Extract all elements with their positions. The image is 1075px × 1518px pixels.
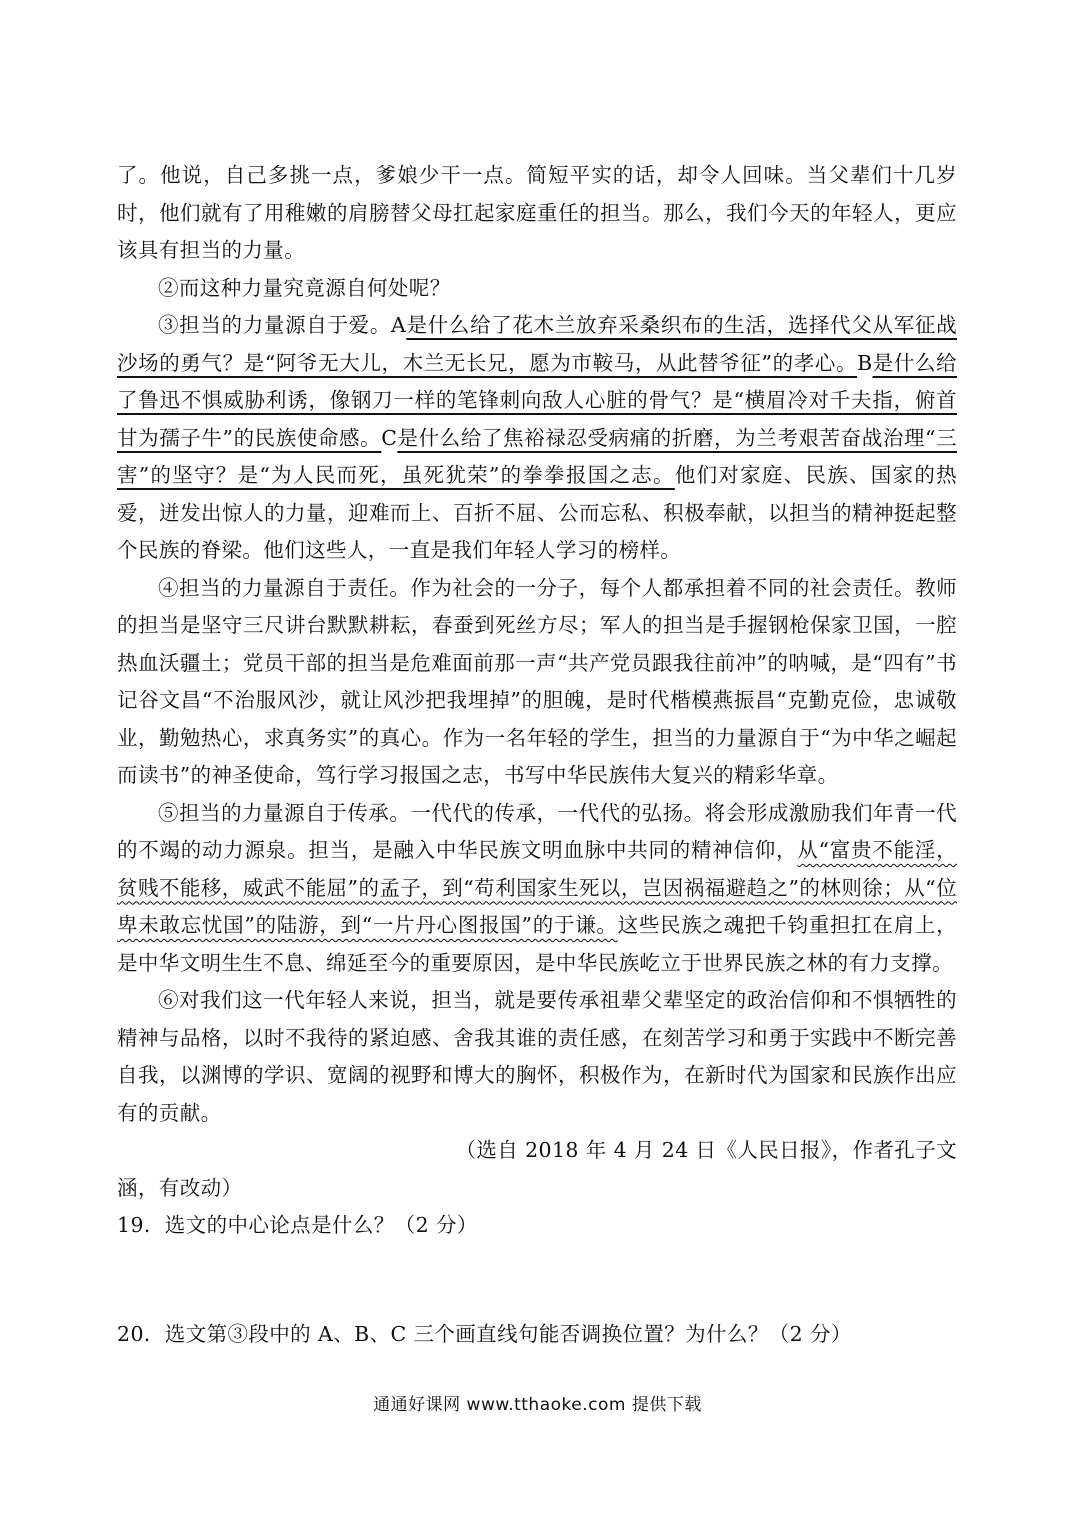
question-20: 20．选文第③段中的 A、B、C 三个画直线句能否调换位置？为什么？（2 分） xyxy=(117,1322,852,1346)
underlined-sentence-b: 是什么给了鲁迅不惧威胁利诱，像钢刀一样的笔锋刺向敌人心脏的骨气？是“横眉冷对千夫指，俯首甘为孺子牛”的民族使命感。 xyxy=(117,350,958,450)
paragraph-6: ⑥对我们这一代年轻人来说，担当，就是要传承祖辈父辈坚定的政治信仰和不惧牺牲的精神与品格，以时不我待的紧迫感、舍我其谁的责任感，在刻苦学习和勇于实践中不断完善自我，以渊博的学识、宽阔的视野和博大的胸怀，积极作为，在新时代为国家和民族作出应有的贡献。 xyxy=(117,988,957,1125)
paragraph-1-continuation: 了。他说，自己多挑一点，爹娘少干一点。简短平实的话，却令人回味。当父辈们十几岁时，他们就有了用稚嫩的肩膀替父母扛起家庭重任的担当。那么，我们今天的年轻人，更应该具有担当的力量。 xyxy=(117,163,957,262)
source-citation-line1: （选自 2018 年 4 月 24 日《人民日报》，作者孔子文 xyxy=(455,1138,957,1162)
paragraph-5 xyxy=(117,795,957,983)
question-19: 19．选文的中心论点是什么？（2 分） xyxy=(117,1213,478,1237)
paragraph-3-tail: 他们对家庭、民族、国家的热爱，迸发出惊人的力量，迎难而上、百折不屈、公而忘私、积极奉献，以担当的精神挺起整个民族的脊梁。他们这些人，一直是我们年轻人学习的榜样。 xyxy=(117,463,957,562)
paragraph-5-lead: ⑤担当的力量源自于传承。一代代的传承，一代代的弘扬。将会形成激励我们年青一代的不竭的动力源泉。担当，是融入中华民族文明血脉中共同的精神信仰， xyxy=(117,800,957,862)
footer-watermark: 通通好课网 www.tthaoke.com 提供下载 xyxy=(373,1395,702,1415)
paragraph-3 xyxy=(117,307,957,570)
label-b: B xyxy=(857,350,873,375)
wavy-underlined-examples: 从“富贵不能淫，贫贱不能移，威武不能屈”的孟子，到“苟利国家生死以，岂因祸福避趋之”的林则徐；从“位卑未敢忘忧国”的陆游，到“一片丹心图报国”的于谦。 xyxy=(117,838,957,937)
underlined-sentence-c: 是什么给了焦裕禄忍受病痛的折磨，为兰考艰苦奋战治理“三害”的坚守？是“为人民而死，虽死犹荣”的拳拳报国之志。 xyxy=(117,425,957,487)
paragraph-5-tail: 这些民族之魂把千钧重担扛在肩上，是中华文明生生不息、绵延至今的重要原因，是中华民族屹立于世界民族之林的有力支撑。 xyxy=(117,913,957,975)
underlined-sentence-a: 是什么给了花木兰放弃采桑织布的生活，选择代父从军征战沙场的勇气？是“阿爷无大儿，木兰无长兄，愿为市鞍马，从此替爷征”的孝心。 xyxy=(117,313,958,375)
article-body xyxy=(117,157,957,1245)
source-citation-line2: 涵，有改动） xyxy=(117,1175,243,1200)
question-20-block xyxy=(117,1316,957,1354)
paragraph-4: ④担当的力量源自于责任。作为社会的一分子，每个人都承担着不同的社会责任。教师的担当是坚守三尺讲台默默耕耘，春蚕到死丝方尽；军人的担当是手握钢枪保家卫国，一腔热血沃疆土；党员干部的担当是危难面前那一声“共产党员跟我往前冲”的呐喊，是“四有”书记谷文昌“不治服风沙，就让风沙把我埋掉”的胆魄，是时代楷模燕振昌“克勤克俭，忠诚敬业，勤勉热心，求真务实”的真心。作为一名年轻的学生，担当的力量源自于“为中华之崛起而读书”的神圣使命，笃行学习报国之志，书写中华民族伟大复兴的精彩华章。 xyxy=(117,575,957,787)
label-c: C xyxy=(381,425,398,450)
paragraph-3-lead: ③担当的力量源自于爱。A xyxy=(158,313,407,337)
paragraph-2: ②而这种力量究竟源自何处呢？ xyxy=(158,275,451,300)
